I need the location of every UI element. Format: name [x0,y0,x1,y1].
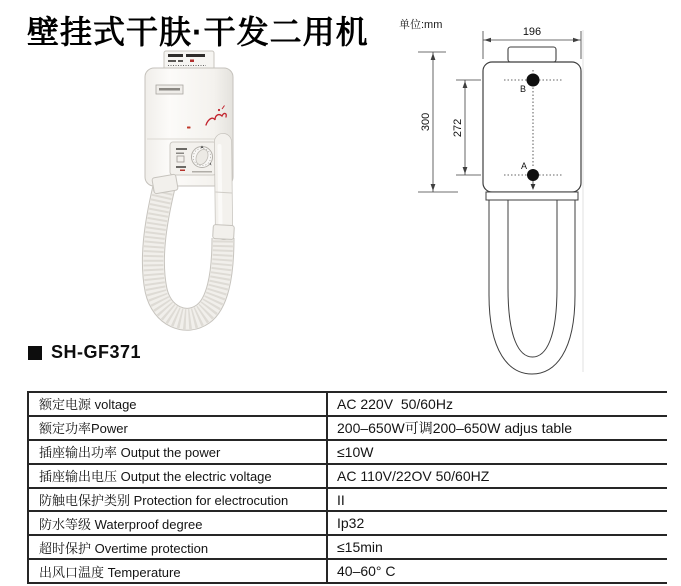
spec-label: 额定功率Power [29,417,328,439]
spec-value: 40–60° C [337,563,396,580]
control-panel [170,142,216,175]
spec-value: AC 110V/22OV 50/60HZ [337,467,490,484]
spec-label: 防水等级 Waterproof degree [29,512,328,534]
spec-value: AC 220V 50/60Hz [337,395,453,412]
svg-text:B: B [519,84,526,94]
table-row [29,560,667,584]
spec-label: 插座输出功率 Output the power [29,441,328,463]
hose-collar [152,174,178,194]
hose [153,187,223,319]
spec-label: 防触电保护类别 Protection for electrocution [29,489,328,511]
table-row [29,441,667,465]
spec-label: 额定电源 voltage [29,393,328,415]
indicator-mark [187,127,191,129]
model-heading [28,342,141,363]
table-row [29,465,667,489]
svg-text:A: A [520,161,527,171]
page-title: 壁挂式干肤·干发二用机 [27,14,369,50]
table-row [29,417,667,441]
model-name: SH-GF371 [51,342,142,362]
spec-label: 出风口温度 Temperature [29,560,328,582]
caution-label [156,85,183,94]
table-row [29,512,667,536]
hose-outline [489,200,575,374]
spec-value: II [337,491,345,508]
unit-label: 单位:mm [399,19,443,31]
spec-table [27,391,667,584]
table-row [29,489,667,513]
table-row [29,393,667,417]
width-dimension-label: 196 [522,26,542,38]
top-label-plate [164,51,214,70]
spec-value: 200–650W可调200–650W adjus table [337,419,573,436]
spec-label: 插座输出电压 Output the electric voltage [29,465,328,487]
product-photo [110,45,310,345]
spec-value: ≤15min [337,539,383,556]
spec-value: Ip32 [337,515,365,532]
handle [213,142,235,240]
square-bullet-icon [28,346,42,360]
hole-spacing-dimension-label: 272 [452,118,464,138]
height-dimension-label: 300 [420,112,432,132]
dimension-diagram [395,10,681,380]
spec-label: 超时保护 Overtime protection [29,536,328,558]
table-row [29,536,667,560]
spec-value: ≤10W [337,443,374,460]
